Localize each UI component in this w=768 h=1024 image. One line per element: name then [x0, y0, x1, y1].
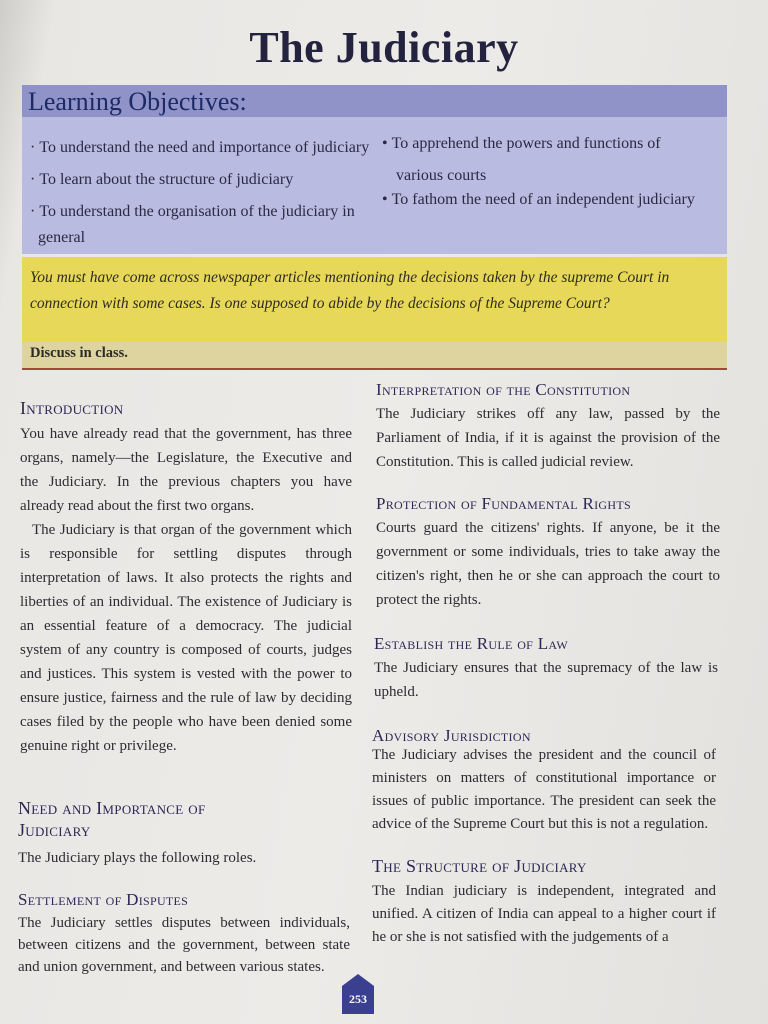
- rule-of-law-text: The Judiciary ensures that the supremacy of the law is upheld.: [374, 660, 718, 700]
- rule-of-law-heading: Establish the Rule of Law: [374, 634, 569, 653]
- need-text: The Judiciary plays the following roles.: [18, 850, 257, 866]
- discuss-label: Discuss in class.: [30, 345, 128, 361]
- objective-item: · To understand the need and importance of judiciary: [30, 139, 370, 156]
- question-banner: [22, 257, 727, 342]
- interpretation-heading: Interpretation of the Constitution: [376, 380, 631, 399]
- page-title: The Judiciary: [249, 23, 519, 72]
- need-heading-line-2: Judiciary: [18, 820, 91, 840]
- objective-item: • To fathom the need of an independent judiciary: [382, 191, 695, 208]
- bullet-icon: •: [382, 191, 388, 208]
- objective-item: · To understand the organisation of the judiciary in: [30, 203, 355, 220]
- settlement-heading: Settlement of Disputes: [18, 890, 189, 909]
- discuss-bar: [22, 342, 727, 370]
- introduction-paragraph-2: The Judiciary is that organ of the government which is responsible for settling disputes through interpretation of laws. It also protects the rights and liberties of an individual. The existence of Judiciary is an essential feature of a democracy. The judicial system of any country is composed of courts, judges and justices. This system is vested with the power to ensure justice, fairness and the rule of law by deciding cases filed by the people who have been denied some genuine right or privilege.: [20, 522, 352, 754]
- objective-item: · To learn about the structure of judiciary: [30, 171, 294, 188]
- interpretation-text: The Judiciary strikes off any law, passed by the Parliament of India, if it is against the provision of the Constitution. This is called judicial review.: [376, 406, 720, 470]
- protection-text: Courts guard the citizens' rights. If anyone, be it the government or some individuals, tries to take away the citizen's right, then he or she can approach the court to protect the rights.: [376, 520, 720, 608]
- structure-text: The Indian judiciary is independent, integrated and unified. A citizen of India can appeal to a higher court if he or she is not satisfied with the judgements of a: [372, 883, 716, 945]
- page-number: 253: [349, 992, 367, 1006]
- learning-objectives-title: Learning Objectives:: [28, 87, 247, 116]
- structure-heading: The Structure of Judiciary: [372, 856, 587, 876]
- objective-item-continued: general: [38, 229, 86, 246]
- advisory-text: The Judiciary advises the president and the council of ministers on matters of constitutional importance or issues of public importance. The president can seek the advice of the Supreme Court but this is not a regulation.: [372, 747, 716, 832]
- page-number-badge: [342, 974, 374, 1014]
- settlement-text: The Judiciary settles disputes between individuals, between citizens and the government, between state and union government, and between various states.: [18, 915, 350, 975]
- objective-item-continued: various courts: [396, 167, 487, 184]
- bullet-icon: ·: [30, 139, 36, 156]
- bullet-icon: •: [382, 135, 388, 152]
- need-heading-line-1: Need and Importance of: [18, 798, 206, 818]
- banner-question: You must have come across newspaper articles mentioning the decisions taken by the supreme Court in connection with some cases. Is one supposed to abide by the decisions of the Supreme Court?: [30, 269, 670, 312]
- protection-heading: Protection of Fundamental Rights: [376, 494, 631, 513]
- bullet-icon: ·: [30, 203, 36, 220]
- introduction-heading: Introduction: [20, 398, 124, 418]
- advisory-heading: Advisory Jurisdiction: [372, 726, 531, 745]
- learning-objectives-box: [22, 117, 727, 254]
- learning-objectives-header: [22, 85, 727, 117]
- objective-item: • To apprehend the powers and functions of: [382, 135, 661, 152]
- bullet-icon: ·: [30, 171, 36, 188]
- introduction-paragraph-1: You have already read that the government, has three organs, namely—the Legislature, the Executive and the Judiciary. In the previous chapters you have already read about the first two organs.: [20, 426, 352, 514]
